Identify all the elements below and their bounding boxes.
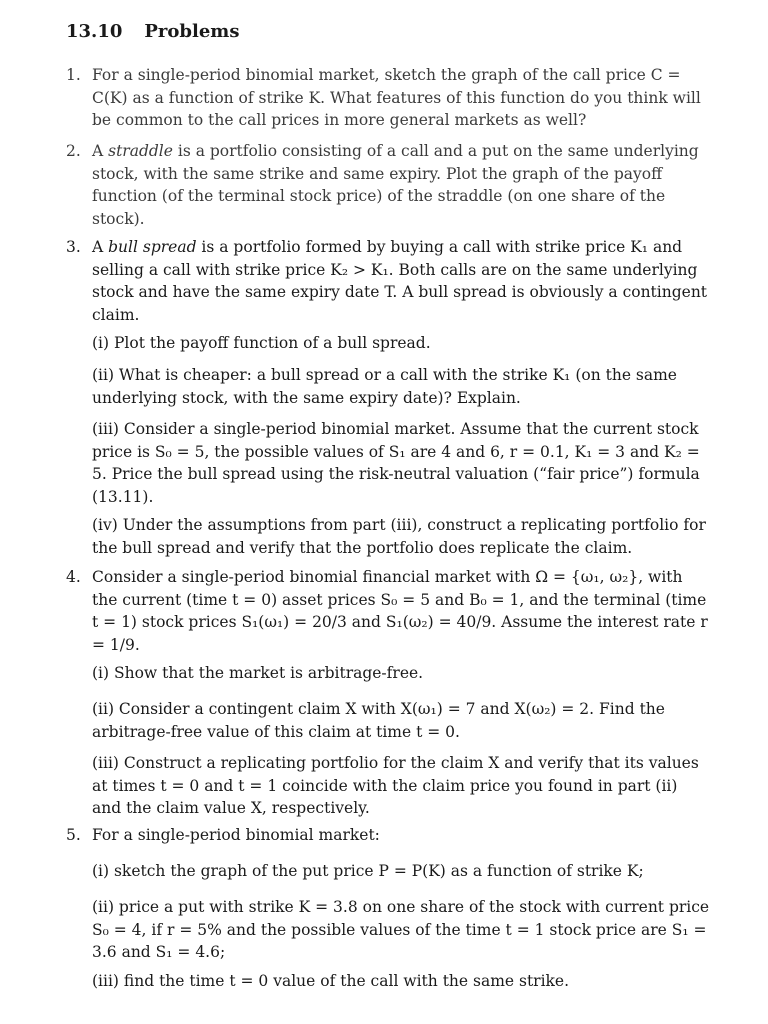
- problem-number: 4.: [66, 568, 81, 586]
- problem-3: [66, 236, 711, 326]
- problem-5-part-ii: (ii) price a put with strike K = 3.8 on one share of the stock with current price S₀ = 4, if r = 5% and the possible values of the time t = 1 stock price are S₁ = 3.6 and S₁ = 4.6;: [92, 898, 710, 961]
- problem-number: 5.: [66, 826, 81, 844]
- problem-4-part-iii: (iii) Construct a replicating portfolio for the claim X and verify that its values at times t = 0 and t = 1 coincide with the claim price you found in part (ii) and the claim value X, respectively.: [92, 754, 699, 817]
- term-bull-spread: bull spread: [108, 238, 197, 256]
- problem-5-part-i: (i) sketch the graph of the put price P = P(K) as a function of strike K;: [92, 862, 644, 880]
- problem-3-part-iv: (iv) Under the assumptions from part (iii), construct a replicating portfolio for the bull spread and verify that the portfolio does replicate the claim.: [92, 516, 706, 557]
- problem-number: 2.: [66, 142, 81, 160]
- problem-text-start: A: [92, 238, 109, 256]
- problem-2: [66, 140, 711, 230]
- problem-number: 3.: [66, 238, 81, 256]
- problem-4-part-ii: (ii) Consider a contingent claim X with X(ω₁) = 7 and X(ω₂) = 2. Find the arbitrage-free value of this claim at time t = 0.: [92, 700, 665, 741]
- problem-text-rest: is a portfolio formed by buying a call with strike price K₁ and selling a call with strike price K₂ > K₁. Both calls are on the same underlying stock and have the same expiry date T. A bull spread is obviously a contingent claim.: [92, 238, 708, 324]
- section-heading: [66, 20, 239, 44]
- problem-text: For a single-period binomial market, sketch the graph of the call price C = C(K) as a function of strike K. What features of this function do you think will be common to the call prices in more general markets as well?: [92, 66, 701, 129]
- problem-3-part-ii: (ii) What is cheaper: a bull spread or a call with the strike K₁ (on the same underlying stock, with the same expiry date)? Explain.: [92, 366, 677, 407]
- problem-5: [66, 824, 711, 847]
- problem-text: [92, 140, 711, 230]
- problem-text: For a single-period binomial market:: [92, 826, 380, 844]
- problem-4: [66, 566, 711, 656]
- problem-1: [66, 64, 711, 132]
- problem-text: Consider a single-period binomial financial market with Ω = {ω₁, ω₂}, with the current (time t = 0) asset prices S₀ = 5 and B₀ = 1, and the terminal (time t = 1) stock prices S₁(ω₁) = 20/3 and S₁(ω₂) = 40/9. Assume the interest rate r = 1/9.: [92, 568, 708, 654]
- term-straddle: straddle: [108, 142, 173, 160]
- section-title: Problems: [144, 21, 240, 42]
- problem-number: 1.: [66, 66, 81, 84]
- problem-3-part-iii: (iii) Consider a single-period binomial market. Assume that the current stock price is S₀ = 5, the possible values of S₁ are 4 and 6, r = 0.1, K₁ = 3 and K₂ = 5. Price the bull spread using the risk-neutral valuation (“fair price”) formula (13.11).: [92, 420, 700, 506]
- problem-text: [92, 236, 711, 326]
- problem-3-part-i: (i) Plot the payoff function of a bull spread.: [92, 334, 431, 352]
- problem-5-part-iii: (iii) find the time t = 0 value of the call with the same strike.: [92, 972, 570, 990]
- problem-text-rest: is a portfolio consisting of a call and a put on the same underlying stock, with the same strike and same expiry. Plot the graph of the payoff function (of the terminal stock price) of the straddle (on one share of the stock).: [92, 142, 699, 228]
- problem-4-part-i: (i) Show that the market is arbitrage-free.: [92, 664, 424, 682]
- problem-text-start: A: [92, 142, 109, 160]
- section-number: 13.10: [66, 21, 123, 42]
